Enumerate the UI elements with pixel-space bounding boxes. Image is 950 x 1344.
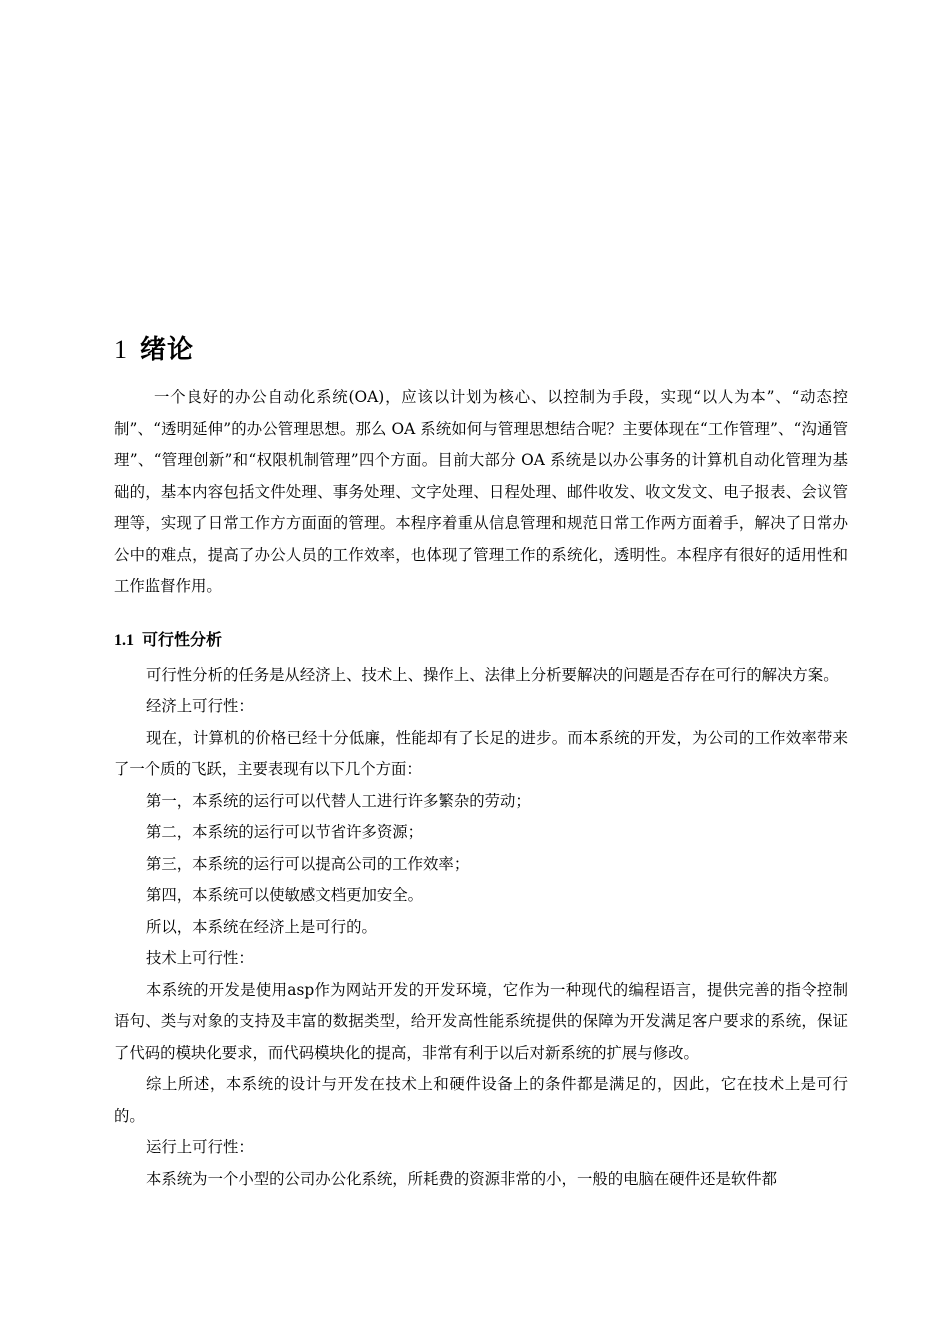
paragraph-point-4: 第四，本系统可以使敏感文档更加安全。 <box>146 886 424 904</box>
paragraph-economic-conclusion: 所以，本系统在经济上是可行的。 <box>146 917 377 936</box>
chapter-title <box>114 326 848 374</box>
paragraph-operational-heading: 运行上可行性： <box>146 1138 254 1156</box>
section-title-text: 可行性分析 <box>142 629 223 649</box>
paragraph-technical-body: 本系统的开发是使用asp作为网站开发的开发环境，它作为一种现代的编程语言，提供完善的指令控制语句、类与对象的支持及丰富的数据类型，给开发高性能系统提供的保障为开发满足客户要求的系统，保证了代码的模块化要求，而代码模块化的提高，非常有利于以后对新系统的扩展与修改。 <box>114 980 848 1062</box>
paragraph-point-2: 第二，本系统的运行可以节省许多资源； <box>146 823 424 841</box>
section-title <box>114 625 848 656</box>
paragraph-operational-body: 本系统为一个小型的公司办公化系统，所耗费的资源非常的小，一般的电脑在硬件还是软件都 <box>146 1169 778 1188</box>
paragraph-point-3: 第三，本系统的运行可以提高公司的工作效率； <box>146 854 470 873</box>
chapter-number: 1 <box>114 335 128 364</box>
paragraph-economic-heading: 经济上可行性： <box>146 697 254 715</box>
chapter-title-text: 绪论 <box>140 335 195 365</box>
paragraph-feasibility-task: 可行性分析的任务是从经济上、技术上、操作上、法律上分析要解决的问题是否存在可行的解决方案。 <box>146 665 839 684</box>
section-number: 1.1 <box>114 631 134 649</box>
document-page <box>114 326 848 1195</box>
chapter-intro-paragraph: 一个良好的办公自动化系统(OA)，应该以计划为核心、以控制为手段，实现“以人为本”、“动态控制”、“透明延伸”的办公管理思想。那么 OA 系统如何与管理思想结合呢？主要体现在“工作管理”、“沟通管理”、“管理创新”和“权限机制管理”四个方面。目前大部分 OA 系统是以办公事务的计算机自动化管理为基础的，基本内容包括文件处理、事务处理、文字处理、日程处理、邮件收发、收文发文、电子报表、会议管理等，实现了日常工作方方面面的管理。本程序着重从信息管理和规范日常工作两方面着手，解决了日常办公中的难点，提高了办公人员的工作效率，也体现了管理工作的系统化，透明性。本程序有很好的适用性和工作监督作用。 <box>114 388 848 595</box>
paragraph-point-1: 第一，本系统的运行可以代替人工进行许多繁杂的劳动； <box>146 791 531 810</box>
paragraph-technical-heading: 技术上可行性： <box>146 949 254 967</box>
paragraph-economic-body: 现在，计算机的价格已经十分低廉，性能却有了长足的进步。而本系统的开发，为公司的工作效率带来了一个质的飞跃，主要表现有以下几个方面： <box>114 728 848 778</box>
paragraph-technical-conclusion: 综上所述，本系统的设计与开发在技术上和硬件设备上的条件都是满足的，因此，它在技术上是可行的。 <box>114 1075 848 1125</box>
